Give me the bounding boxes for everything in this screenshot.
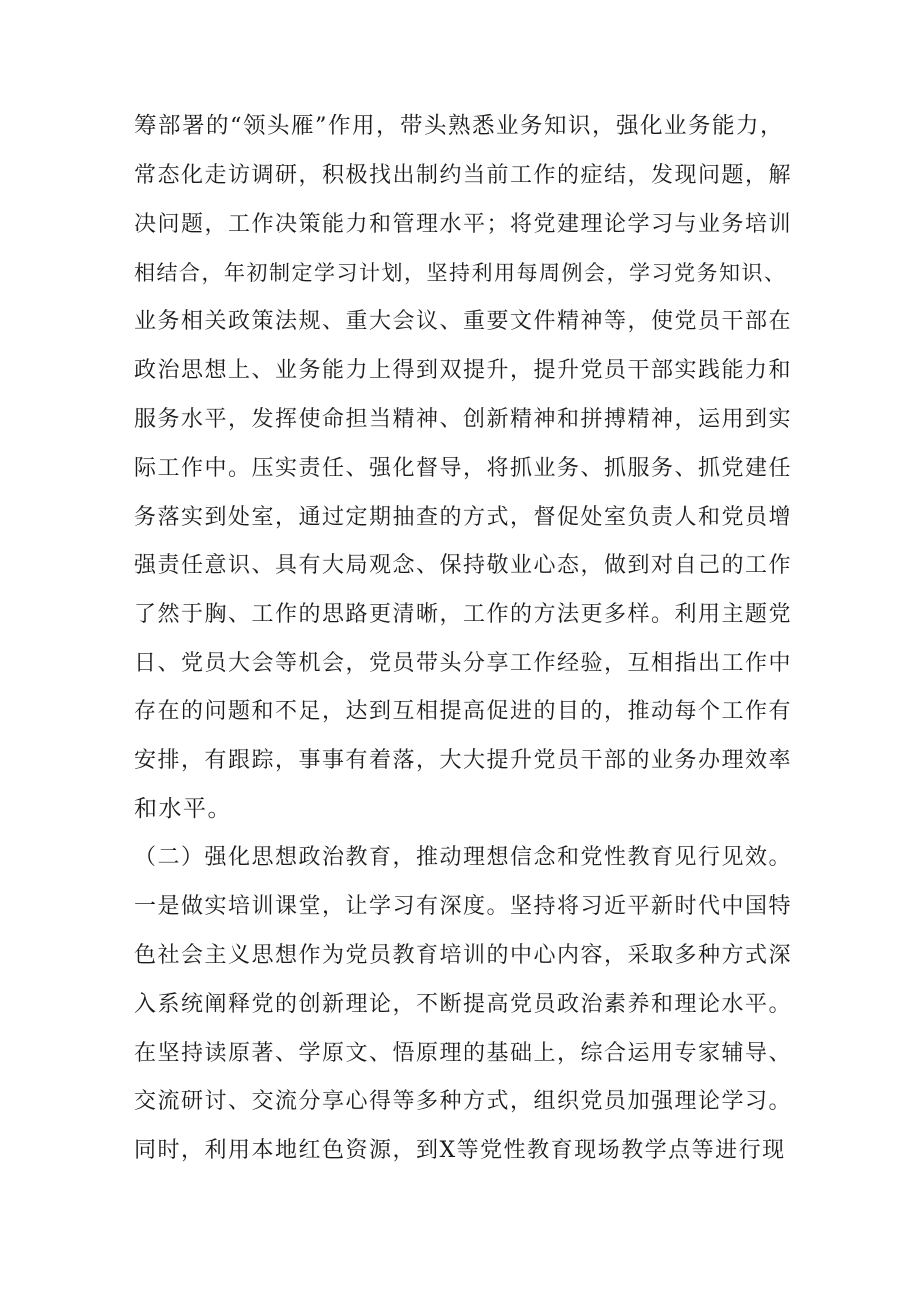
text-line-3: 决问题，工作决策能力和管理水平；将党建理论学习与业务培训	[134, 212, 793, 237]
text-line-6: 政治思想上、业务能力上得到双提升，提升党员干部实践能力和	[134, 358, 793, 383]
text-line-12: 日、党员大会等机会，党员带头分享工作经验，互相指出工作中	[134, 651, 793, 676]
text-line-5: 业务相关政策法规、重大会议、重要文件精神等，使党员干部在	[134, 309, 793, 334]
text-line-9: 务落实到处室，通过定期抽查的方式，督促处室负责人和党员增	[134, 505, 793, 530]
text-line-10: 强责任意识、具有大局观念、保持敬业心态，做到对自己的工作	[134, 553, 793, 578]
text-line-1: 筹部署的“领头雁”作用，带头熟悉业务知识，强化业务能力，	[134, 113, 785, 139]
text-line-13: 存在的问题和不足，达到互相提高促进的目的，推动每个工作有	[134, 699, 793, 724]
text-line-19: 入系统阐释党的创新理论，不断提高党员政治素养和理论水平。	[134, 992, 793, 1017]
text-line-2: 常态化走访调研，积极找出制约当前工作的症结，发现问题，解	[134, 163, 793, 188]
text-line-8: 际工作中。压实责任、强化督导，将抓业务、抓服务、抓党建任	[134, 456, 793, 481]
text-line-14: 安排，有跟踪，事事有着落，大大提升党员干部的业务办理效率	[134, 748, 793, 773]
text-line-20: 在坚持读原著、学原文、悟原理的基础上，综合运用专家辅导、	[134, 1041, 793, 1066]
text-line-15: 和水平。	[134, 796, 232, 822]
text-line-7: 服务水平，发挥使命担当精神、创新精神和拼搏精神，运用到实	[134, 407, 793, 432]
text-line-22: 同时，利用本地红色资源，到X等党性教育现场教学点等进行现	[134, 1138, 786, 1163]
section-heading: （二）强化思想政治教育，推动理想信念和党性教育见行见效。	[134, 845, 793, 870]
text-line-18: 色社会主义思想作为党员教育培训的中心内容，采取多种方式深	[134, 943, 793, 968]
text-line-21: 交流研讨、交流分享心得等多种方式，组织党员加强理论学习。	[134, 1089, 793, 1114]
text-line-17: 一是做实培训课堂，让学习有深度。坚持将习近平新时代中国特	[134, 894, 793, 919]
text-line-4: 相结合，年初制定学习计划，坚持利用每周例会，学习党务知识、	[134, 261, 787, 285]
text-line-11: 了然于胸、工作的思路更清晰，工作的方法更多样。利用主题党	[134, 602, 793, 627]
